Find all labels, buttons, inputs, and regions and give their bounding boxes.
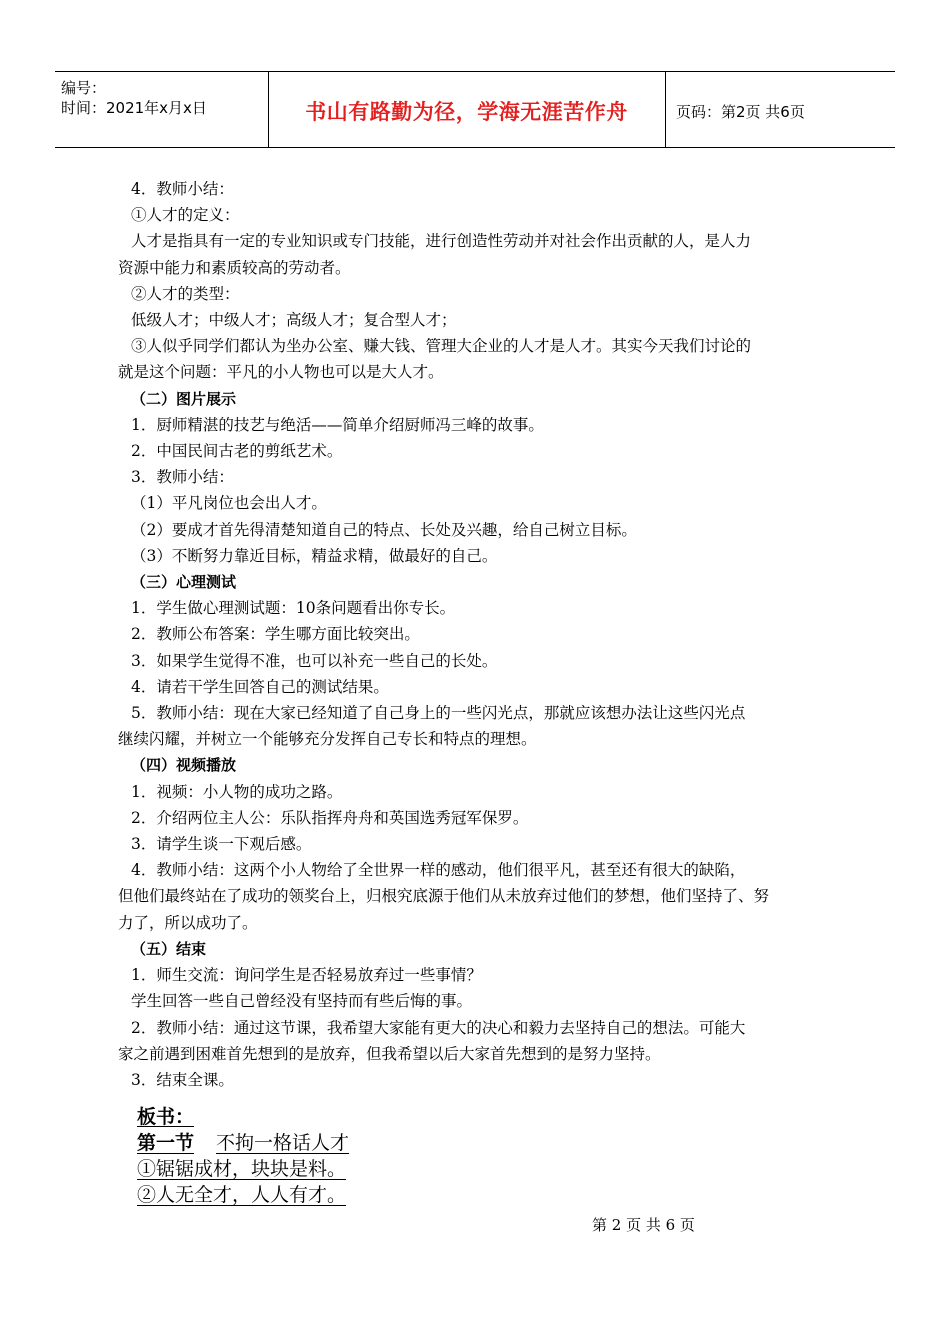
body-line: 2．介绍两位主人公：乐队指挥舟舟和英国选秀冠军保罗。 — [131, 808, 529, 827]
body-line: 2．教师公布答案：学生哪方面比较突出。 — [131, 625, 420, 644]
body-line: ②人才的类型： — [131, 284, 240, 303]
body-line: 就是这个问题：平凡的小人物也可以是大人才。 — [118, 363, 444, 382]
header-motto: 书山有路勤为径，学海无涯苦作舟 — [305, 100, 628, 124]
body-line: 1．视频：小人物的成功之路。 — [131, 782, 343, 801]
body-line: 1．师生交流：询问学生是否轻易放弃过一些事情？ — [131, 966, 482, 985]
section-heading: （三）心理测试 — [131, 573, 237, 592]
body-line: 但他们最终站在了成功的领奖台上，归根究底源于他们从未放弃过他们的梦想，他们坚持了、努 — [118, 887, 770, 906]
time-label: 时间：2021年x月x日 — [61, 99, 207, 117]
body-line: ③人似乎同学们都认为坐办公室、赚大钱、管理大企业的人才是人才。其实今天我们讨论的 — [131, 337, 752, 356]
board-section-number: 第一节 — [137, 1132, 195, 1154]
body-line: （1）平凡岗位也会出人才。 — [131, 494, 327, 513]
body-line: 资源中能力和素质较高的劳动者。 — [118, 258, 351, 277]
document-body — [118, 176, 861, 1093]
body-line: 4．教师小结：这两个小人物给了全世界一样的感动，他们很平凡，甚至还有很大的缺陷， — [131, 861, 746, 880]
header-left — [61, 78, 207, 118]
board-section-title: 不拘一格话人才 — [216, 1132, 350, 1154]
body-line: 1．学生做心理测试题：10条问题看出你专长。 — [131, 599, 456, 618]
section-heading: （四）视频播放 — [131, 756, 237, 775]
body-line: 2．教师小结：通过这节课，我希望大家能有更大的决心和毅力去坚持自己的想法。可能大 — [131, 1018, 746, 1037]
header-page-info: 页码：第2页 共6页 — [676, 103, 805, 121]
body-line: ①人才的定义： — [131, 206, 240, 225]
body-line: 2．中国民间古老的剪纸艺术。 — [131, 442, 343, 461]
section-heading: （五）结束 — [131, 939, 207, 958]
blackboard-notes — [137, 1104, 349, 1208]
body-line: 3．请学生谈一下观后感。 — [131, 835, 312, 854]
board-item: ②人无全才，人人有才。 — [137, 1184, 347, 1206]
body-line: 人才是指具有一定的专业知识或专门技能，进行创造性劳动并对社会作出贡献的人，是人力 — [131, 232, 752, 251]
body-line: 继续闪耀，并树立一个能够充分发挥自己专长和特点的理想。 — [118, 730, 537, 749]
number-label: 编号： — [61, 79, 107, 97]
body-line: 力了，所以成功了。 — [118, 913, 258, 932]
body-line: 家之前遇到困难首先想到的是放弃，但我希望以后大家首先想到的是努力坚持。 — [118, 1044, 661, 1063]
board-item: ①锯锯成材，块块是料。 — [137, 1158, 347, 1180]
body-line: 3．如果学生觉得不准，也可以补充一些自己的长处。 — [131, 651, 498, 670]
board-title: 板书： — [137, 1106, 195, 1128]
section-heading: （二）图片展示 — [131, 389, 237, 408]
header-divider — [665, 72, 666, 147]
body-line: 5．教师小结：现在大家已经知道了自己身上的一些闪光点，那就应该想办法让这些闪光点 — [131, 704, 746, 723]
body-line: 低级人才；中级人才；高级人才；复合型人才； — [131, 311, 457, 330]
page-footer: 第 2 页 共 6 页 — [592, 1216, 695, 1234]
body-line: （2）要成才首先得清楚知道自己的特点、长处及兴趣，给自己树立目标。 — [131, 520, 637, 539]
body-line: 4．请若干学生回答自己的测试结果。 — [131, 677, 389, 696]
body-line: 学生回答一些自己曾经没有坚持而有些后悔的事。 — [131, 992, 473, 1011]
board-section — [137, 1130, 349, 1156]
body-line: 4．教师小结： — [131, 180, 234, 198]
body-line: 3．结束全课。 — [131, 1070, 234, 1089]
body-line: （3）不断努力靠近目标，精益求精，做最好的自己。 — [131, 546, 498, 565]
body-line: 1．厨师精湛的技艺与绝活——简单介绍厨师冯三峰的故事。 — [131, 415, 544, 434]
page-header — [55, 71, 895, 148]
body-line: 3．教师小结： — [131, 468, 234, 487]
